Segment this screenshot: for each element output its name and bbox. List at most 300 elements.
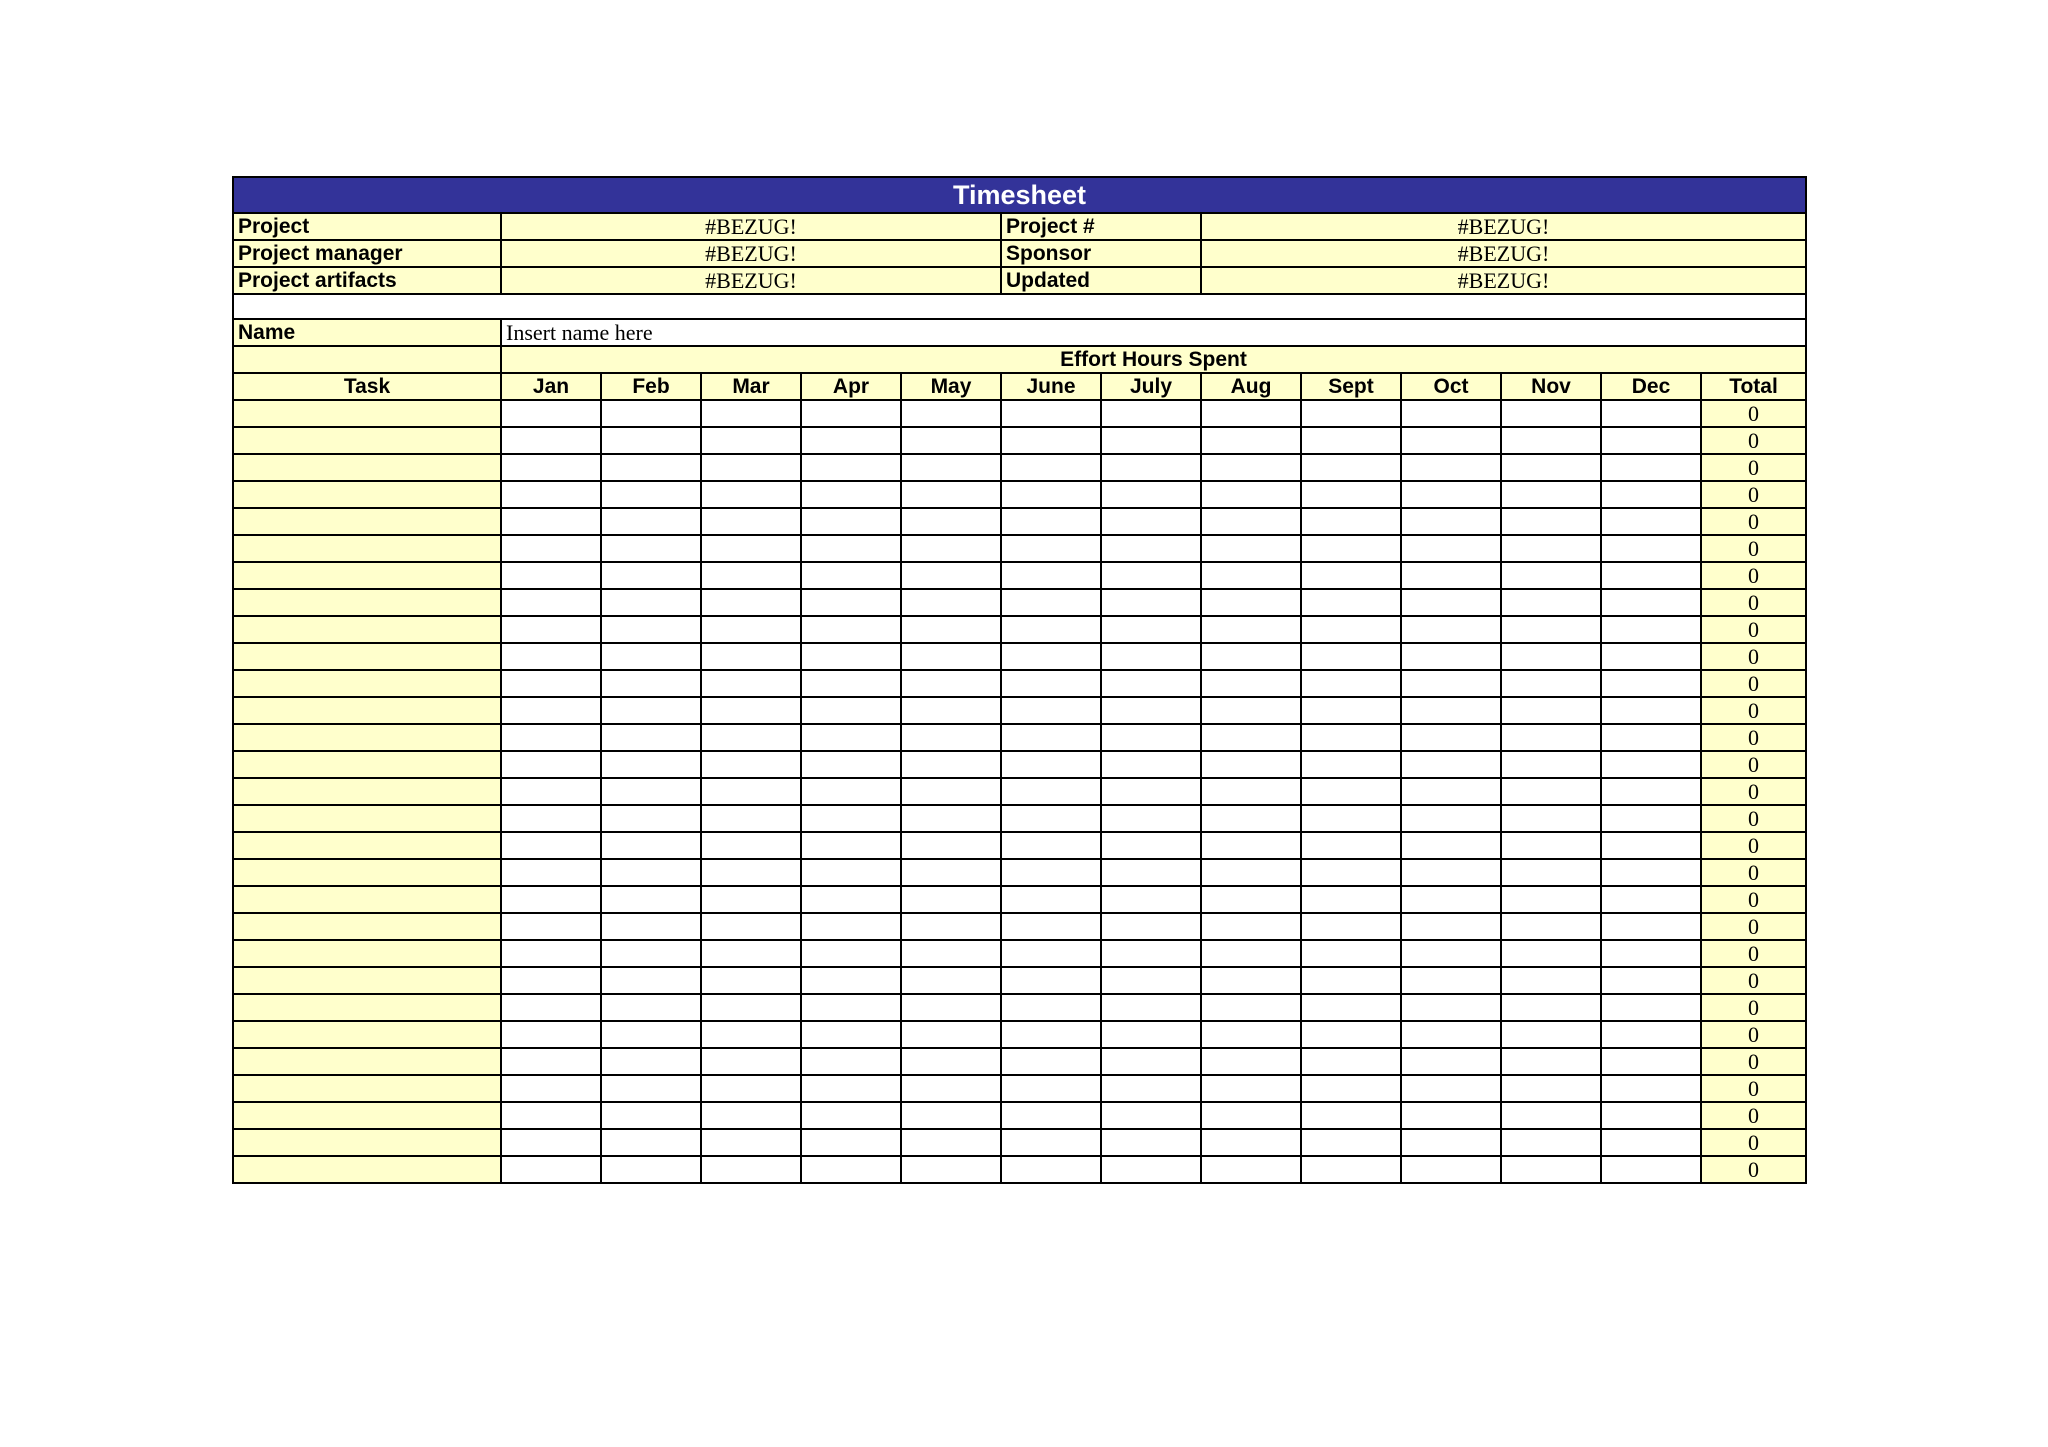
hours-cell[interactable] [1401,832,1501,859]
hours-cell[interactable] [901,697,1001,724]
hours-cell[interactable] [801,454,901,481]
hours-cell[interactable] [1601,805,1701,832]
task-cell[interactable] [233,1021,501,1048]
hours-cell[interactable] [501,1156,601,1183]
hours-cell[interactable] [1001,697,1101,724]
task-cell[interactable] [233,535,501,562]
hours-cell[interactable] [1101,643,1201,670]
hours-cell[interactable] [901,994,1001,1021]
task-cell[interactable] [233,1102,501,1129]
hours-cell[interactable] [1101,778,1201,805]
hours-cell[interactable] [1301,508,1401,535]
hours-cell[interactable] [601,508,701,535]
hours-cell[interactable] [701,535,801,562]
hours-cell[interactable] [1201,967,1301,994]
hours-cell[interactable] [1101,751,1201,778]
hours-cell[interactable] [1601,859,1701,886]
hours-cell[interactable] [1001,994,1101,1021]
hours-cell[interactable] [1601,1102,1701,1129]
hours-cell[interactable] [701,508,801,535]
hours-cell[interactable] [1201,940,1301,967]
hours-cell[interactable] [701,589,801,616]
hours-cell[interactable] [801,967,901,994]
hours-cell[interactable] [601,724,701,751]
hours-cell[interactable] [901,616,1001,643]
hours-cell[interactable] [801,535,901,562]
hours-cell[interactable] [1001,967,1101,994]
hours-cell[interactable] [1301,670,1401,697]
hours-cell[interactable] [601,913,701,940]
hours-cell[interactable] [1001,1048,1101,1075]
hours-cell[interactable] [1101,1156,1201,1183]
task-cell[interactable] [233,616,501,643]
hours-cell[interactable] [901,913,1001,940]
hours-cell[interactable] [1201,913,1301,940]
updated-value-cell[interactable]: #BEZUG! [1201,267,1806,294]
hours-cell[interactable] [901,751,1001,778]
hours-cell[interactable] [701,643,801,670]
hours-cell[interactable] [1301,994,1401,1021]
hours-cell[interactable] [1401,940,1501,967]
task-cell[interactable] [233,832,501,859]
hours-cell[interactable] [1301,643,1401,670]
hours-cell[interactable] [1501,562,1601,589]
hours-cell[interactable] [1401,508,1501,535]
hours-cell[interactable] [1501,832,1601,859]
hours-cell[interactable] [1601,913,1701,940]
hours-cell[interactable] [1201,859,1301,886]
hours-cell[interactable] [1501,1048,1601,1075]
hours-cell[interactable] [1501,886,1601,913]
hours-cell[interactable] [1401,1129,1501,1156]
hours-cell[interactable] [1301,913,1401,940]
hours-cell[interactable] [901,589,1001,616]
hours-cell[interactable] [501,994,601,1021]
hours-cell[interactable] [601,616,701,643]
hours-cell[interactable] [1601,562,1701,589]
hours-cell[interactable] [1001,940,1101,967]
hours-cell[interactable] [801,805,901,832]
hours-cell[interactable] [901,778,1001,805]
hours-cell[interactable] [701,481,801,508]
hours-cell[interactable] [1401,427,1501,454]
hours-cell[interactable] [501,400,601,427]
hours-cell[interactable] [501,427,601,454]
hours-cell[interactable] [1401,994,1501,1021]
hours-cell[interactable] [1101,427,1201,454]
hours-cell[interactable] [1601,724,1701,751]
hours-cell[interactable] [1601,535,1701,562]
hours-cell[interactable] [601,589,701,616]
hours-cell[interactable] [1101,1021,1201,1048]
hours-cell[interactable] [901,886,1001,913]
hours-cell[interactable] [1401,400,1501,427]
hours-cell[interactable] [601,1156,701,1183]
hours-cell[interactable] [1301,616,1401,643]
hours-cell[interactable] [501,1048,601,1075]
hours-cell[interactable] [901,508,1001,535]
hours-cell[interactable] [701,778,801,805]
task-cell[interactable] [233,508,501,535]
hours-cell[interactable] [601,400,701,427]
hours-cell[interactable] [1601,643,1701,670]
hours-cell[interactable] [1501,913,1601,940]
hours-cell[interactable] [1201,994,1301,1021]
hours-cell[interactable] [701,940,801,967]
hours-cell[interactable] [1301,562,1401,589]
hours-cell[interactable] [1501,697,1601,724]
hours-cell[interactable] [1001,805,1101,832]
task-cell[interactable] [233,1048,501,1075]
hours-cell[interactable] [1501,994,1601,1021]
hours-cell[interactable] [701,994,801,1021]
hours-cell[interactable] [1301,454,1401,481]
task-cell[interactable] [233,751,501,778]
hours-cell[interactable] [1201,805,1301,832]
hours-cell[interactable] [1101,994,1201,1021]
hours-cell[interactable] [1601,886,1701,913]
hours-cell[interactable] [1501,967,1601,994]
hours-cell[interactable] [1101,1102,1201,1129]
hours-cell[interactable] [701,751,801,778]
hours-cell[interactable] [1001,1102,1101,1129]
hours-cell[interactable] [801,751,901,778]
hours-cell[interactable] [1201,1156,1301,1183]
hours-cell[interactable] [1201,1075,1301,1102]
hours-cell[interactable] [801,508,901,535]
project-value-cell[interactable]: #BEZUG! [501,213,1001,240]
hours-cell[interactable] [501,967,601,994]
hours-cell[interactable] [501,670,601,697]
task-cell[interactable] [233,913,501,940]
hours-cell[interactable] [1601,1075,1701,1102]
hours-cell[interactable] [801,832,901,859]
hours-cell[interactable] [1101,508,1201,535]
hours-cell[interactable] [1101,805,1201,832]
hours-cell[interactable] [801,886,901,913]
hours-cell[interactable] [1401,670,1501,697]
sponsor-value-cell[interactable]: #BEZUG! [1201,240,1806,267]
hours-cell[interactable] [701,1129,801,1156]
hours-cell[interactable] [1401,859,1501,886]
hours-cell[interactable] [501,1075,601,1102]
hours-cell[interactable] [801,994,901,1021]
hours-cell[interactable] [601,859,701,886]
hours-cell[interactable] [1001,832,1101,859]
hours-cell[interactable] [701,859,801,886]
hours-cell[interactable] [1401,886,1501,913]
hours-cell[interactable] [1401,562,1501,589]
hours-cell[interactable] [1001,778,1101,805]
hours-cell[interactable] [1401,967,1501,994]
hours-cell[interactable] [601,481,701,508]
hours-cell[interactable] [1401,778,1501,805]
hours-cell[interactable] [801,616,901,643]
hours-cell[interactable] [1601,400,1701,427]
hours-cell[interactable] [601,670,701,697]
hours-cell[interactable] [901,967,1001,994]
hours-cell[interactable] [801,427,901,454]
hours-cell[interactable] [1501,643,1601,670]
hours-cell[interactable] [1301,967,1401,994]
hours-cell[interactable] [701,1048,801,1075]
hours-cell[interactable] [1001,481,1101,508]
hours-cell[interactable] [701,427,801,454]
hours-cell[interactable] [1501,1021,1601,1048]
hours-cell[interactable] [1301,1021,1401,1048]
hours-cell[interactable] [701,967,801,994]
hours-cell[interactable] [1401,454,1501,481]
hours-cell[interactable] [1201,751,1301,778]
hours-cell[interactable] [1301,1075,1401,1102]
hours-cell[interactable] [801,913,901,940]
hours-cell[interactable] [1001,508,1101,535]
hours-cell[interactable] [1301,805,1401,832]
hours-cell[interactable] [601,940,701,967]
hours-cell[interactable] [1001,643,1101,670]
task-cell[interactable] [233,697,501,724]
task-cell[interactable] [233,400,501,427]
hours-cell[interactable] [501,805,601,832]
task-cell[interactable] [233,859,501,886]
hours-cell[interactable] [1001,886,1101,913]
hours-cell[interactable] [1101,535,1201,562]
hours-cell[interactable] [1301,1102,1401,1129]
hours-cell[interactable] [1501,724,1601,751]
hours-cell[interactable] [501,643,601,670]
hours-cell[interactable] [601,967,701,994]
hours-cell[interactable] [1401,1075,1501,1102]
hours-cell[interactable] [1501,940,1601,967]
hours-cell[interactable] [1501,589,1601,616]
hours-cell[interactable] [801,724,901,751]
hours-cell[interactable] [601,454,701,481]
hours-cell[interactable] [701,454,801,481]
hours-cell[interactable] [1501,427,1601,454]
hours-cell[interactable] [501,481,601,508]
hours-cell[interactable] [1301,778,1401,805]
hours-cell[interactable] [1201,427,1301,454]
hours-cell[interactable] [1201,778,1301,805]
hours-cell[interactable] [1601,967,1701,994]
hours-cell[interactable] [701,400,801,427]
hours-cell[interactable] [1001,427,1101,454]
hours-cell[interactable] [1001,616,1101,643]
hours-cell[interactable] [1101,616,1201,643]
hours-cell[interactable] [501,1129,601,1156]
hours-cell[interactable] [901,481,1001,508]
hours-cell[interactable] [1601,994,1701,1021]
hours-cell[interactable] [1101,454,1201,481]
hours-cell[interactable] [1101,562,1201,589]
hours-cell[interactable] [601,1129,701,1156]
hours-cell[interactable] [701,562,801,589]
hours-cell[interactable] [501,535,601,562]
hours-cell[interactable] [801,1156,901,1183]
hours-cell[interactable] [1001,400,1101,427]
hours-cell[interactable] [1501,454,1601,481]
hours-cell[interactable] [1001,1156,1101,1183]
task-cell[interactable] [233,724,501,751]
hours-cell[interactable] [801,1075,901,1102]
hours-cell[interactable] [1101,886,1201,913]
hours-cell[interactable] [1501,805,1601,832]
hours-cell[interactable] [701,1102,801,1129]
hours-cell[interactable] [901,400,1001,427]
project-manager-value-cell[interactable]: #BEZUG! [501,240,1001,267]
hours-cell[interactable] [1401,724,1501,751]
hours-cell[interactable] [1101,967,1201,994]
hours-cell[interactable] [1301,1156,1401,1183]
hours-cell[interactable] [1601,670,1701,697]
hours-cell[interactable] [601,427,701,454]
hours-cell[interactable] [701,805,801,832]
hours-cell[interactable] [601,1021,701,1048]
hours-cell[interactable] [1601,427,1701,454]
hours-cell[interactable] [601,778,701,805]
hours-cell[interactable] [1101,859,1201,886]
hours-cell[interactable] [1601,940,1701,967]
hours-cell[interactable] [1201,697,1301,724]
task-cell[interactable] [233,562,501,589]
task-cell[interactable] [233,481,501,508]
hours-cell[interactable] [701,697,801,724]
project-artifacts-value-cell[interactable]: #BEZUG! [501,267,1001,294]
hours-cell[interactable] [1601,778,1701,805]
hours-cell[interactable] [1201,886,1301,913]
hours-cell[interactable] [1501,1129,1601,1156]
hours-cell[interactable] [1601,589,1701,616]
hours-cell[interactable] [801,1048,901,1075]
hours-cell[interactable] [1301,697,1401,724]
hours-cell[interactable] [1101,589,1201,616]
hours-cell[interactable] [901,1156,1001,1183]
hours-cell[interactable] [701,886,801,913]
hours-cell[interactable] [1201,535,1301,562]
hours-cell[interactable] [1501,778,1601,805]
hours-cell[interactable] [1301,724,1401,751]
hours-cell[interactable] [701,724,801,751]
hours-cell[interactable] [501,913,601,940]
hours-cell[interactable] [1401,1048,1501,1075]
hours-cell[interactable] [501,886,601,913]
hours-cell[interactable] [1401,616,1501,643]
hours-cell[interactable] [801,1021,901,1048]
hours-cell[interactable] [1501,508,1601,535]
hours-cell[interactable] [1401,1156,1501,1183]
hours-cell[interactable] [901,724,1001,751]
hours-cell[interactable] [1201,481,1301,508]
hours-cell[interactable] [1201,1021,1301,1048]
hours-cell[interactable] [601,697,701,724]
hours-cell[interactable] [1501,400,1601,427]
hours-cell[interactable] [1001,454,1101,481]
hours-cell[interactable] [701,1075,801,1102]
hours-cell[interactable] [1201,1129,1301,1156]
hours-cell[interactable] [1001,589,1101,616]
hours-cell[interactable] [1001,859,1101,886]
hours-cell[interactable] [1401,589,1501,616]
hours-cell[interactable] [1101,1129,1201,1156]
hours-cell[interactable] [901,562,1001,589]
hours-cell[interactable] [1601,832,1701,859]
hours-cell[interactable] [1101,697,1201,724]
hours-cell[interactable] [1201,724,1301,751]
hours-cell[interactable] [1201,643,1301,670]
hours-cell[interactable] [1201,589,1301,616]
task-cell[interactable] [233,454,501,481]
hours-cell[interactable] [1301,589,1401,616]
hours-cell[interactable] [801,643,901,670]
hours-cell[interactable] [1601,697,1701,724]
task-cell[interactable] [233,805,501,832]
hours-cell[interactable] [1401,1021,1501,1048]
hours-cell[interactable] [1001,670,1101,697]
hours-cell[interactable] [1501,751,1601,778]
hours-cell[interactable] [501,1021,601,1048]
hours-cell[interactable] [1501,481,1601,508]
hours-cell[interactable] [1101,913,1201,940]
hours-cell[interactable] [901,832,1001,859]
hours-cell[interactable] [1001,1075,1101,1102]
hours-cell[interactable] [1501,616,1601,643]
hours-cell[interactable] [601,1048,701,1075]
task-cell[interactable] [233,670,501,697]
hours-cell[interactable] [501,778,601,805]
hours-cell[interactable] [801,859,901,886]
task-cell[interactable] [233,1156,501,1183]
project-number-value-cell[interactable]: #BEZUG! [1201,213,1806,240]
hours-cell[interactable] [1001,913,1101,940]
hours-cell[interactable] [1001,562,1101,589]
hours-cell[interactable] [701,670,801,697]
hours-cell[interactable] [901,1129,1001,1156]
task-cell[interactable] [233,886,501,913]
name-input-cell[interactable]: Insert name here [501,319,1806,346]
hours-cell[interactable] [1501,670,1601,697]
hours-cell[interactable] [601,535,701,562]
hours-cell[interactable] [901,859,1001,886]
hours-cell[interactable] [1401,535,1501,562]
hours-cell[interactable] [501,562,601,589]
hours-cell[interactable] [501,1102,601,1129]
hours-cell[interactable] [1301,481,1401,508]
task-cell[interactable] [233,643,501,670]
hours-cell[interactable] [801,1102,901,1129]
hours-cell[interactable] [701,913,801,940]
hours-cell[interactable] [1401,1102,1501,1129]
hours-cell[interactable] [1601,1048,1701,1075]
task-cell[interactable] [233,967,501,994]
hours-cell[interactable] [1201,508,1301,535]
hours-cell[interactable] [601,805,701,832]
hours-cell[interactable] [1101,832,1201,859]
hours-cell[interactable] [1101,400,1201,427]
hours-cell[interactable] [1301,859,1401,886]
hours-cell[interactable] [1301,535,1401,562]
hours-cell[interactable] [501,832,601,859]
hours-cell[interactable] [1601,616,1701,643]
hours-cell[interactable] [1001,1129,1101,1156]
hours-cell[interactable] [1401,805,1501,832]
task-cell[interactable] [233,427,501,454]
hours-cell[interactable] [1001,724,1101,751]
hours-cell[interactable] [1401,481,1501,508]
hours-cell[interactable] [601,643,701,670]
hours-cell[interactable] [1601,508,1701,535]
hours-cell[interactable] [701,832,801,859]
hours-cell[interactable] [1301,886,1401,913]
